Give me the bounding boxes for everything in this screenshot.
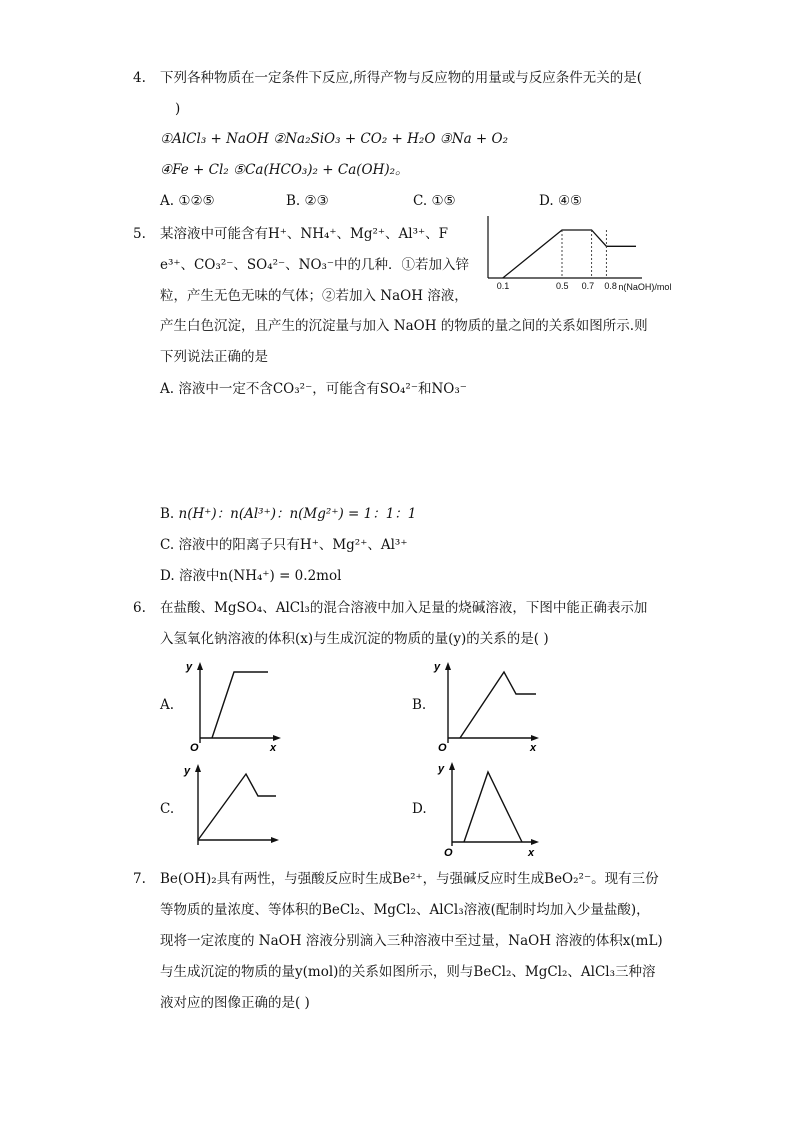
q4-number: 4.: [133, 70, 146, 86]
q5-series-line: [503, 230, 636, 278]
q4-option-a-label: A.: [160, 193, 175, 209]
q4-option-d[interactable]: [539, 191, 582, 211]
q4-option-a[interactable]: [160, 191, 215, 211]
q5-line1: 某溶液中可能含有H⁺、NH₄⁺、Mg²⁺、Al³⁺、F: [160, 226, 448, 242]
q5-option-d-label: D.: [160, 568, 175, 584]
q5-tick-label-3: 0.8: [604, 281, 617, 291]
q7-line3: 现将一定浓度的 NaOH 溶液分别滴入三种溶液中至过量，NaOH 溶液的体积x(mL): [160, 933, 663, 949]
q7-line4: 与生成沉淀的物质的量y(mol)的关系如图所示，则与BeCl₂、MgCl₂、AlCl₃三种溶: [160, 964, 656, 980]
graph-a-curve: [212, 672, 268, 738]
q5-option-b-label: B.: [160, 506, 175, 522]
q5-option-d[interactable]: [160, 566, 341, 586]
y-label: y: [434, 661, 441, 673]
q6-graph-a: [182, 658, 282, 753]
y-axis-arrow-icon: [195, 764, 201, 772]
q5-line4: 产生白色沉淀，且产生的沉淀量与加入 NaOH 的物质的量之间的关系如图所示.则: [160, 318, 648, 334]
q6-line2: 入氢氧化钠溶液的体积(x)与生成沉淀的物质的量(y)的关系的是( ): [160, 631, 549, 647]
q4-option-b-label: B.: [286, 193, 301, 209]
x-label: x: [270, 742, 277, 754]
q5-line3: 粒，产生无色无味的气体；②若加入 NaOH 溶液，: [160, 288, 468, 304]
q4-option-c[interactable]: [413, 191, 456, 211]
q7-line2: 等物质的量浓度、等体积的BeCl₂、MgCl₂、AlCl₃溶液(配制时均加入少量盐酸)，: [160, 902, 650, 918]
q4-stem-line2: ): [175, 101, 181, 117]
origin-label: O: [444, 847, 453, 859]
q4-option-d-text: ④⑤: [557, 193, 583, 209]
q4-option-b[interactable]: [286, 191, 329, 211]
graph-d-curve: [464, 772, 522, 842]
q6-graph-d: [430, 758, 540, 858]
q4-items-line1: ①AlCl₃ + NaOH ②Na₂SiO₃ + CO₂ + H₂O ③Na + O₂: [160, 131, 509, 147]
y-axis-arrow-icon: [449, 762, 455, 770]
q5-option-c-label: C.: [160, 537, 175, 553]
q7-line1: Be(OH)₂具有两性，与强酸反应时生成Be²⁺，与强碱反应时生成BeO₂²⁻。现有三份: [160, 871, 659, 887]
y-label: y: [438, 763, 445, 775]
q4-option-c-text: ①⑤: [431, 193, 456, 209]
q5-x-axis-label: n(NaOH)/mol: [618, 282, 672, 292]
x-axis-arrow-icon: [271, 837, 279, 843]
q5-line5: 下列说法正确的是: [160, 349, 268, 365]
q5-option-b-text: n(H⁺)：n(Al³⁺)：n(Mg²⁺) = 1：1：1: [178, 506, 417, 522]
q5-option-c[interactable]: [160, 535, 407, 555]
q5-option-a[interactable]: [160, 379, 467, 399]
q5-tick-label-0: 0.1: [496, 281, 510, 291]
q6-line1: 在盐酸、MgSO₄、AlCl₃的混合溶液中加入足量的烧碱溶液，下图中能正确表示加: [160, 600, 648, 616]
q5-option-d-text: 溶液中n(NH₄⁺) = 0.2mol: [178, 568, 342, 584]
q5-option-a-text: 溶液中一定不含CO₃²⁻，可能含有SO₄²⁻和NO₃⁻: [178, 381, 467, 397]
x-label: x: [530, 742, 537, 754]
q6-graph-c: [180, 760, 280, 855]
q6-graph-a-label[interactable]: A.: [160, 697, 175, 713]
y-axis-arrow-icon: [197, 662, 203, 670]
q4-stem-line1: 下列各种物质在一定条件下反应,所得产物与反应物的用量或与反应条件无关的是(: [160, 70, 643, 86]
y-label: y: [184, 765, 191, 777]
q4-option-d-label: D.: [539, 193, 554, 209]
graph-c-curve: [198, 774, 276, 840]
y-axis-arrow-icon: [445, 662, 451, 670]
q5-number: 5.: [133, 226, 146, 242]
q6-graph-b: [430, 658, 540, 753]
q5-tick-label-2: 0.7: [581, 281, 595, 291]
q5-option-b[interactable]: [160, 504, 416, 524]
q4-items-line2: ④Fe + Cl₂ ⑤Ca(HCO₃)₂ + Ca(OH)₂。: [160, 162, 409, 178]
q6-graph-d-label[interactable]: D.: [412, 801, 427, 817]
q4-option-a-text: ①②⑤: [178, 193, 215, 209]
q5-option-a-label: A.: [160, 381, 175, 397]
graph-b-curve: [460, 672, 536, 738]
q5-line2: e³⁺、CO₃²⁻、SO₄²⁻、NO₃⁻中的几种．①若加入锌: [160, 257, 470, 273]
origin-label: O: [190, 742, 199, 754]
x-axis-arrow-icon: [531, 735, 539, 741]
q6-graph-b-label[interactable]: B.: [412, 697, 427, 713]
origin-label: O: [438, 742, 447, 754]
q6-graph-c-label[interactable]: C.: [160, 801, 175, 817]
x-axis-arrow-icon: [531, 839, 539, 845]
x-label: x: [528, 847, 535, 859]
q5-tick-label-1: 0.5: [556, 281, 569, 291]
q4-option-c-label: C.: [413, 193, 428, 209]
q6-number: 6.: [133, 600, 146, 616]
q4-option-b-text: ②③: [304, 193, 329, 209]
x-axis-arrow-icon: [273, 735, 281, 741]
q5-option-c-text: 溶液中的阳离子只有H⁺、Mg²⁺、Al³⁺: [178, 537, 408, 553]
q7-line5: 液对应的图像正确的是( ): [160, 995, 310, 1011]
q7-number: 7.: [133, 871, 146, 887]
q5-chart: [484, 212, 672, 297]
y-label: y: [186, 661, 193, 673]
